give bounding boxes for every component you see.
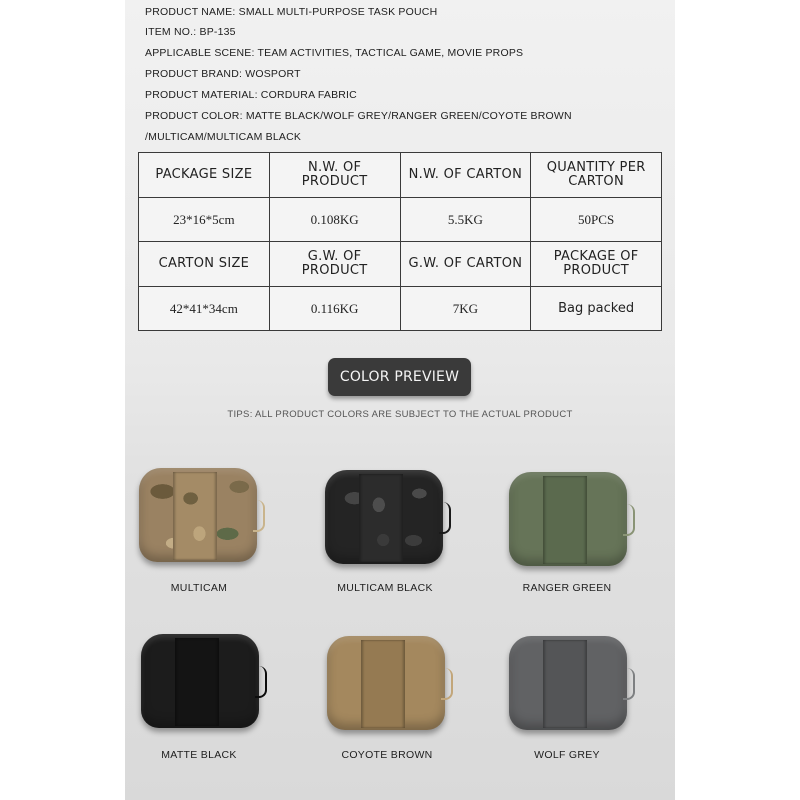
zipper-pull-icon	[441, 668, 453, 700]
pouch-matte-black-image[interactable]	[137, 628, 265, 732]
table-header-cell: N.W. OF PRODUCT	[269, 153, 400, 198]
pouch-velcro-strap	[359, 474, 403, 562]
table-header-cell: CARTON SIZE	[139, 242, 270, 287]
zipper-pull-icon	[439, 502, 451, 534]
table-cell: 7KG	[400, 287, 531, 331]
table-cell: 50PCS	[531, 198, 662, 242]
spec-material: PRODUCT MATERIAL: CORDURA FABRIC	[145, 89, 357, 101]
table-row	[139, 287, 662, 331]
color-preview-button[interactable]: COLOR PREVIEW	[328, 358, 471, 396]
zipper-pull-icon	[623, 504, 635, 536]
zipper-pull-icon	[623, 668, 635, 700]
color-label-wolf-grey: WOLF GREY	[534, 749, 600, 761]
zipper-pull-icon	[253, 500, 265, 532]
spec-product-name: PRODUCT NAME: SMALL MULTI-PURPOSE TASK POUCH	[145, 6, 438, 18]
pouch-wolf-grey-image[interactable]	[505, 630, 633, 734]
table-header-cell: N.W. OF CARTON	[400, 153, 531, 198]
table-cell: 5.5KG	[400, 198, 531, 242]
spec-table	[138, 152, 662, 331]
table-cell: 0.116KG	[269, 287, 400, 331]
table-cell: 42*41*34cm	[139, 287, 270, 331]
spec-applicable-scene: APPLICABLE SCENE: TEAM ACTIVITIES, TACTICAL GAME, MOVIE PROPS	[145, 47, 524, 59]
color-label-coyote-brown: COYOTE BROWN	[341, 749, 433, 761]
table-row	[139, 153, 662, 198]
table-header-cell: G.W. OF PRODUCT	[269, 242, 400, 287]
table-header-cell: G.W. OF CARTON	[400, 242, 531, 287]
pouch-multicam-black-image[interactable]	[321, 464, 449, 568]
pouch-coyote-brown-image[interactable]	[323, 630, 451, 734]
color-label-matte-black: MATTE BLACK	[161, 749, 237, 761]
spec-color-line1: PRODUCT COLOR: MATTE BLACK/WOLF GREY/RANGER GREEN/COYOTE BROWN	[145, 110, 572, 122]
pouch-velcro-strap	[543, 640, 587, 728]
spec-brand: PRODUCT BRAND: WOSPORT	[145, 68, 301, 80]
color-label-multicam-black: MULTICAM BLACK	[337, 582, 433, 594]
table-row	[139, 198, 662, 242]
pouch-velcro-strap	[543, 476, 587, 564]
table-header-cell: PACKAGE OF PRODUCT	[531, 242, 662, 287]
pouch-velcro-strap	[175, 638, 219, 726]
table-header-cell: PACKAGE SIZE	[139, 153, 270, 198]
color-label-multicam: MULTICAM	[170, 582, 228, 594]
table-header-cell: QUANTITY PER CARTON	[531, 153, 662, 198]
color-label-ranger-green: RANGER GREEN	[522, 582, 612, 594]
table-cell: 23*16*5cm	[139, 198, 270, 242]
table-cell: 0.108KG	[269, 198, 400, 242]
product-detail-panel	[125, 0, 675, 800]
zipper-pull-icon	[255, 666, 267, 698]
spec-item-no: ITEM NO.: BP-135	[145, 26, 236, 38]
pouch-ranger-green-image[interactable]	[505, 466, 633, 570]
pouch-velcro-strap	[173, 472, 217, 560]
tips-note: TIPS: ALL PRODUCT COLORS ARE SUBJECT TO THE ACTUAL PRODUCT	[227, 409, 573, 420]
pouch-multicam-image[interactable]	[135, 462, 263, 566]
table-cell: Bag packed	[531, 287, 662, 331]
spec-color-line2: /MULTICAM/MULTICAM BLACK	[145, 131, 302, 143]
table-row	[139, 242, 662, 287]
pouch-velcro-strap	[361, 640, 405, 728]
